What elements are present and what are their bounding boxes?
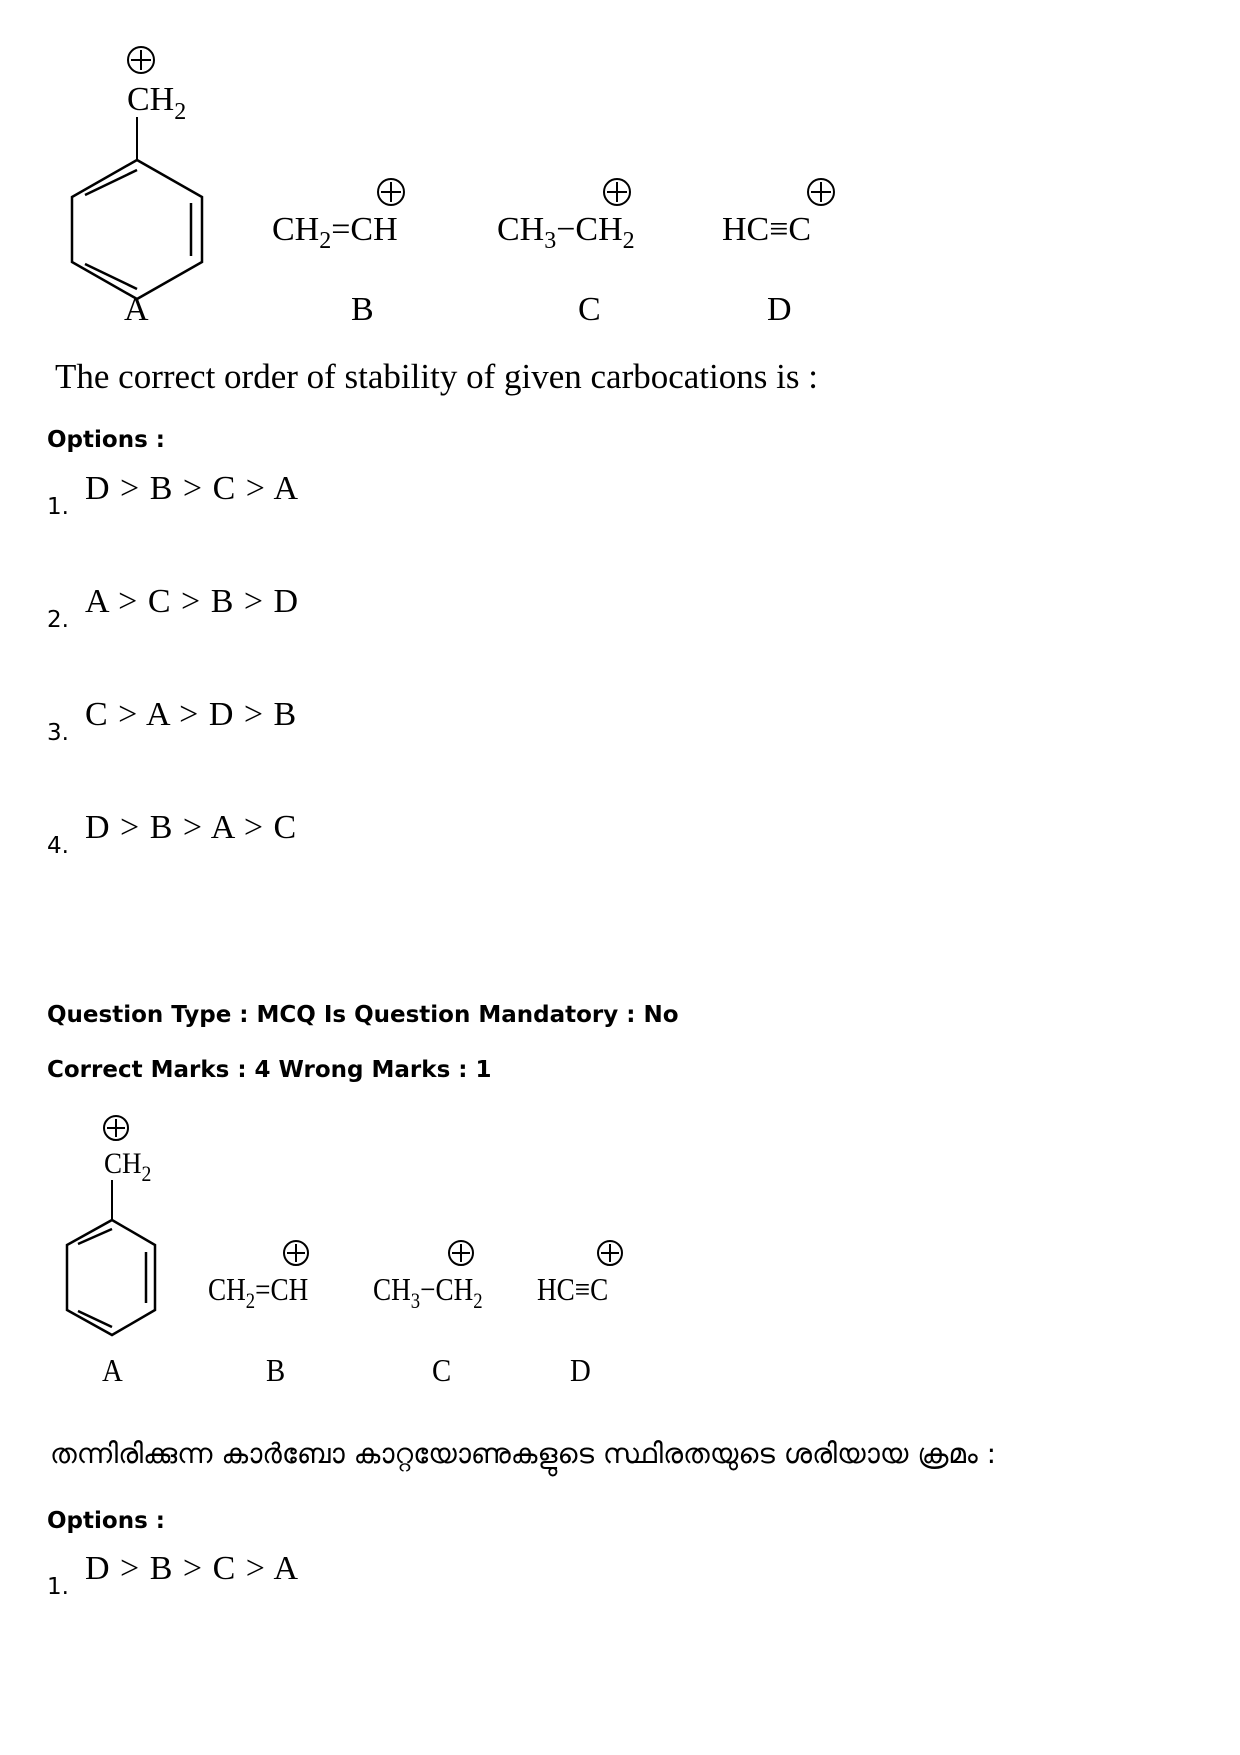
q2-structure-c <box>373 1241 483 1388</box>
svg-text:CH3−CH2: $CH_3-CH_2$ <box>497 211 635 254</box>
svg-text:CH2=CH: $CH_2=CH$ <box>272 211 398 254</box>
option-text: D > B > C > A <box>85 1550 300 1587</box>
benzene-ring-icon <box>72 160 202 299</box>
q2-carbocation-figure <box>0 1100 1240 1400</box>
q1-structure-c <box>497 179 635 328</box>
option-number: 1. <box>47 1574 69 1600</box>
q1-label-a: A <box>124 291 149 328</box>
q1-label-d: D <box>767 291 792 328</box>
option-number: 2. <box>47 607 69 633</box>
q2-structure-b <box>208 1241 308 1388</box>
marks-line: Correct Marks : 4 Wrong Marks : 1 <box>47 1057 492 1083</box>
benzene-ring-icon <box>67 1220 155 1335</box>
q1-structure-b <box>272 179 404 328</box>
svg-text:CH2: $CH_2$ <box>104 1147 152 1187</box>
option-number: 4. <box>47 833 69 859</box>
option-number: 3. <box>47 720 69 746</box>
option-text: C > A > D > B <box>85 696 298 733</box>
q1-question-text: The correct order of stability of given carbocations is : <box>55 357 818 396</box>
q1-label-b: B <box>351 291 374 328</box>
q2-structure-a <box>67 1116 155 1388</box>
svg-text:CH3−CH2: $CH_3-CH_2$ <box>373 1273 483 1314</box>
option-text: D > B > C > A <box>85 470 300 507</box>
option-text: D > B > A > C <box>85 809 298 846</box>
svg-text:CH2=CH: $CH_2=CH$ <box>208 1273 309 1314</box>
q1-carbocation-figure <box>0 0 1240 340</box>
option-text: A > C > B > D <box>85 583 300 620</box>
q1-structure-a <box>72 47 202 328</box>
q2-structure-d <box>537 1241 622 1388</box>
q1-a-formula: $CH_2$ <box>127 81 187 125</box>
q2-label-b: B <box>266 1352 286 1389</box>
svg-text:HC≡C: HC≡C <box>722 211 812 248</box>
q2-question-text: തന്നിരിക്കുന്ന കാർബോ കാറ്റയോണുകളുടെ സ്ഥിരതയുടെ ശരിയായ ക്രമം : <box>50 1437 997 1470</box>
question-type-line: Question Type : MCQ Is Question Mandatory : No <box>47 1002 679 1028</box>
q1-label-c: C <box>578 291 601 328</box>
q1-options-heading: Options : <box>47 427 165 453</box>
q1-structure-d <box>722 179 834 328</box>
q2-label-c: C <box>432 1352 452 1389</box>
q2-label-d: D <box>570 1352 591 1389</box>
q2-label-a: A <box>102 1352 123 1389</box>
option-number: 1. <box>47 494 69 520</box>
q2-options-heading: Options : <box>47 1508 165 1534</box>
svg-text:HC≡C: HC≡C <box>537 1273 609 1308</box>
